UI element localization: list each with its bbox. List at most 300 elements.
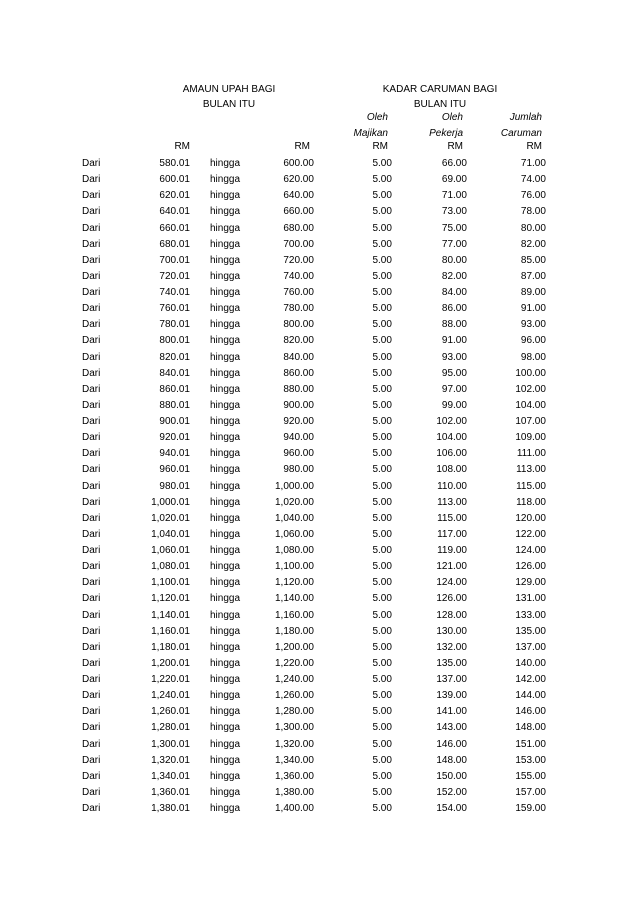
- unit-employer: RM: [372, 141, 388, 152]
- wage-to: 1,220.00: [275, 657, 314, 669]
- employee-contribution: 73.00: [441, 206, 467, 218]
- wage-to: 1,060.00: [275, 528, 314, 540]
- wage-from: 760.01: [159, 303, 190, 315]
- employer-contribution: 5.00: [372, 722, 392, 734]
- from-label: Dari: [82, 690, 101, 702]
- from-label: Dari: [82, 254, 101, 266]
- from-label: Dari: [82, 512, 101, 524]
- wage-from: 880.01: [159, 399, 190, 411]
- employer-contribution: 5.00: [372, 303, 392, 315]
- total-contribution: 118.00: [516, 496, 546, 508]
- to-label: hingga: [210, 254, 241, 266]
- wage-to: 1,360.00: [275, 770, 314, 782]
- from-label: Dari: [82, 786, 101, 798]
- to-label: hingga: [210, 786, 241, 798]
- from-label: Dari: [82, 287, 101, 298]
- employee-contribution: 113.00: [437, 496, 467, 508]
- employer-contribution: 5.00: [372, 738, 392, 750]
- from-label: Dari: [82, 351, 101, 363]
- to-label: hingga: [210, 496, 241, 508]
- employee-contribution: 80.00: [441, 254, 467, 266]
- to-label: hingga: [210, 158, 241, 169]
- wage-from: 1,040.01: [151, 528, 190, 540]
- employee-contribution: 108.00: [436, 464, 467, 476]
- employer-contribution: 5.00: [372, 690, 392, 702]
- wage-from: 780.01: [159, 319, 190, 331]
- from-label: Dari: [82, 625, 101, 637]
- table-row: [0, 495, 546, 511]
- wage-from: 1,220.01: [151, 674, 190, 685]
- total-contribution: 122.00: [515, 528, 546, 540]
- employer-contribution: 5.00: [372, 254, 392, 266]
- employee-contribution: 128.00: [436, 609, 467, 621]
- wage-from: 1,360.01: [151, 786, 190, 798]
- total-contribution: 148.00: [515, 722, 546, 734]
- wage-to: 1,160.00: [275, 609, 314, 621]
- wage-to: 1,400.00: [275, 803, 314, 814]
- employee-contribution: 143.00: [436, 722, 467, 734]
- to-label: hingga: [210, 416, 241, 427]
- to-label: hingga: [210, 383, 241, 395]
- wage-to: 1,040.00: [275, 512, 314, 524]
- table-row: [0, 156, 546, 172]
- from-label: Dari: [82, 803, 101, 814]
- wage-to: 1,240.00: [275, 674, 314, 685]
- employer-contribution: 5.00: [372, 432, 392, 444]
- total-contribution: 115.00: [516, 480, 546, 492]
- table-row: [0, 753, 546, 769]
- table-row: [0, 624, 546, 640]
- from-label: Dari: [82, 383, 101, 395]
- to-label: hingga: [210, 432, 241, 444]
- employee-contribution: 148.00: [436, 754, 467, 766]
- wage-from: 1,280.01: [151, 722, 190, 734]
- employer-contribution: 5.00: [372, 399, 392, 411]
- wage-from: 720.01: [159, 270, 190, 282]
- employee-contribution: 75.00: [441, 222, 467, 234]
- employee-header-line2: Pekerja: [429, 128, 463, 139]
- total-contribution: 102.00: [515, 383, 546, 395]
- to-label: hingga: [210, 706, 241, 718]
- table-row: [0, 430, 546, 446]
- wage-from: 640.01: [159, 206, 190, 218]
- employer-contribution: 5.00: [372, 545, 392, 556]
- contribution-rate-header: [345, 82, 535, 112]
- employee-contribution: 66.00: [441, 158, 467, 169]
- wage-header-line2: BULAN ITU: [202, 99, 256, 110]
- unit-to: RM: [294, 141, 310, 152]
- from-label: Dari: [82, 770, 101, 782]
- total-contribution: 104.00: [515, 399, 546, 411]
- employer-contribution: 5.00: [372, 174, 392, 186]
- wage-to: 840.00: [283, 351, 314, 363]
- wage-from: 940.01: [159, 448, 190, 460]
- table-row: [0, 188, 546, 204]
- employer-contribution: 5.00: [372, 416, 392, 427]
- employee-contribution: 71.00: [441, 190, 467, 202]
- from-label: Dari: [82, 577, 101, 589]
- employee-contribution: 137.00: [436, 674, 467, 685]
- employee-contribution: 152.00: [436, 786, 467, 798]
- employer-contribution: 5.00: [372, 754, 392, 766]
- employee-contribution: 84.00: [441, 287, 467, 298]
- table-row: [0, 640, 546, 656]
- wage-to: 680.00: [283, 222, 314, 234]
- table-row: [0, 608, 546, 624]
- to-label: hingga: [210, 545, 241, 556]
- employer-contribution: 5.00: [372, 577, 392, 589]
- from-label: Dari: [82, 238, 101, 250]
- to-label: hingga: [210, 754, 241, 766]
- to-label: hingga: [210, 206, 241, 218]
- total-contribution: 159.00: [515, 803, 546, 814]
- total-contribution: 91.00: [520, 303, 546, 315]
- from-label: Dari: [82, 448, 101, 460]
- employee-contribution: 135.00: [436, 657, 467, 669]
- table-row: [0, 785, 546, 801]
- employee-contribution: 139.00: [436, 690, 467, 702]
- from-label: Dari: [82, 738, 101, 750]
- wage-from: 1,340.01: [151, 770, 190, 782]
- total-contribution: 124.00: [515, 545, 546, 556]
- employer-contribution: 5.00: [372, 158, 392, 169]
- table-row: [0, 704, 546, 720]
- employer-contribution: 5.00: [372, 625, 392, 637]
- wage-to: 1,120.00: [275, 577, 314, 589]
- employee-header-line1: Oleh: [441, 112, 463, 123]
- table-row: [0, 688, 546, 704]
- employee-contribution: 141.00: [436, 706, 467, 718]
- to-label: hingga: [210, 641, 241, 653]
- total-contribution: 140.00: [515, 657, 546, 669]
- employee-column-header: [429, 110, 463, 142]
- wage-to: 640.00: [283, 190, 314, 202]
- wage-header-line1: AMAUN UPAH BAGI: [182, 84, 276, 95]
- wage-to: 1,320.00: [275, 738, 314, 750]
- from-label: Dari: [82, 190, 101, 202]
- wage-from: 1,240.01: [151, 690, 190, 702]
- total-contribution: 146.00: [515, 706, 546, 718]
- employee-contribution: 77.00: [441, 238, 467, 250]
- wage-from: 700.01: [159, 254, 190, 266]
- from-label: Dari: [82, 270, 101, 282]
- wage-to: 1,380.00: [275, 786, 314, 798]
- total-contribution: 111.00: [516, 448, 546, 460]
- wage-from: 1,320.01: [151, 754, 190, 766]
- table-row: [0, 575, 546, 591]
- total-contribution: 100.00: [515, 367, 546, 379]
- wage-to: 1,080.00: [275, 545, 314, 556]
- from-label: Dari: [82, 754, 101, 766]
- wage-from: 820.01: [159, 351, 190, 363]
- to-label: hingga: [210, 270, 241, 282]
- total-contribution: 87.00: [520, 270, 546, 282]
- total-contribution: 155.00: [515, 770, 546, 782]
- to-label: hingga: [210, 722, 241, 734]
- table-row: [0, 559, 546, 575]
- total-contribution: 80.00: [520, 222, 546, 234]
- from-label: Dari: [82, 496, 101, 508]
- from-label: Dari: [82, 399, 101, 411]
- wage-from: 1,300.01: [151, 738, 190, 750]
- to-label: hingga: [210, 351, 241, 363]
- employee-contribution: 115.00: [437, 512, 467, 524]
- employee-contribution: 132.00: [436, 641, 467, 653]
- to-label: hingga: [210, 190, 241, 202]
- rate-header-line2: BULAN ITU: [413, 99, 467, 110]
- wage-from: 620.01: [159, 190, 190, 202]
- employee-contribution: 124.00: [436, 577, 467, 589]
- wage-from: 1,060.01: [151, 545, 190, 556]
- employee-contribution: 102.00: [436, 416, 467, 427]
- employee-contribution: 106.00: [436, 448, 467, 460]
- employee-contribution: 99.00: [441, 399, 467, 411]
- wage-to: 800.00: [283, 319, 314, 331]
- wage-to: 600.00: [283, 158, 314, 169]
- employer-contribution: 5.00: [372, 770, 392, 782]
- employer-contribution: 5.00: [372, 206, 392, 218]
- employer-contribution: 5.00: [372, 528, 392, 540]
- employee-contribution: 110.00: [437, 480, 467, 492]
- wage-to: 880.00: [283, 383, 314, 395]
- total-contribution: 153.00: [515, 754, 546, 766]
- wage-to: 1,100.00: [275, 561, 314, 573]
- total-contribution: 120.00: [515, 512, 546, 524]
- wage-to: 980.00: [283, 464, 314, 476]
- employee-contribution: 117.00: [437, 528, 467, 540]
- total-contribution: 113.00: [516, 464, 546, 476]
- employer-contribution: 5.00: [372, 706, 392, 718]
- total-contribution: 89.00: [520, 287, 546, 298]
- employee-contribution: 93.00: [441, 351, 467, 363]
- total-column-header: [501, 110, 542, 142]
- total-contribution: 76.00: [520, 190, 546, 202]
- from-label: Dari: [82, 561, 101, 573]
- employer-contribution: 5.00: [372, 464, 392, 476]
- wage-from: 1,080.01: [151, 561, 190, 573]
- employee-contribution: 82.00: [441, 270, 467, 282]
- table-row: [0, 446, 546, 462]
- employer-header-line2: Majikan: [353, 128, 388, 139]
- table-row: [0, 285, 546, 301]
- from-label: Dari: [82, 174, 101, 186]
- table-row: [0, 366, 546, 382]
- from-label: Dari: [82, 609, 101, 621]
- employer-contribution: 5.00: [372, 786, 392, 798]
- wage-to: 960.00: [283, 448, 314, 460]
- total-header-line2: Caruman: [500, 128, 542, 139]
- wage-from: 660.01: [159, 222, 190, 234]
- table-row: [0, 317, 546, 333]
- wage-to: 940.00: [283, 432, 314, 444]
- employer-contribution: 5.00: [372, 609, 392, 621]
- employee-contribution: 104.00: [436, 432, 467, 444]
- total-contribution: 151.00: [515, 738, 546, 750]
- employee-contribution: 150.00: [436, 770, 467, 782]
- total-contribution: 109.00: [515, 432, 546, 444]
- from-label: Dari: [82, 158, 101, 169]
- wage-to: 1,020.00: [275, 496, 314, 508]
- table-row: [0, 237, 546, 253]
- wage-to: 1,340.00: [275, 754, 314, 766]
- employer-contribution: 5.00: [372, 657, 392, 669]
- employee-contribution: 97.00: [441, 383, 467, 395]
- total-contribution: 96.00: [520, 335, 546, 347]
- employee-contribution: 88.00: [441, 319, 467, 331]
- wage-from: 1,200.01: [151, 657, 190, 669]
- employee-contribution: 86.00: [441, 303, 467, 315]
- to-label: hingga: [210, 512, 241, 524]
- wage-to: 1,200.00: [275, 641, 314, 653]
- unit-employee: RM: [447, 141, 463, 152]
- table-row: [0, 479, 546, 495]
- wage-to: 900.00: [283, 399, 314, 411]
- wage-to: 1,000.00: [275, 480, 314, 492]
- table-row: [0, 333, 546, 349]
- total-contribution: 126.00: [515, 561, 546, 573]
- from-label: Dari: [82, 416, 101, 427]
- employer-contribution: 5.00: [372, 561, 392, 573]
- wage-from: 1,000.01: [151, 496, 190, 508]
- wage-to: 620.00: [283, 174, 314, 186]
- from-label: Dari: [82, 706, 101, 718]
- table-row: [0, 527, 546, 543]
- wage-to: 1,300.00: [275, 722, 314, 734]
- wage-from: 1,380.01: [151, 803, 190, 814]
- wage-from: 1,020.01: [151, 512, 190, 524]
- to-label: hingga: [210, 174, 241, 186]
- to-label: hingga: [210, 738, 241, 750]
- wage-from: 860.01: [159, 383, 190, 395]
- wage-from: 1,100.01: [151, 577, 190, 589]
- from-label: Dari: [82, 641, 101, 653]
- to-label: hingga: [210, 367, 241, 379]
- table-row: [0, 672, 546, 688]
- from-label: Dari: [82, 722, 101, 734]
- wage-from: 980.01: [159, 480, 190, 492]
- wage-from: 840.01: [159, 367, 190, 379]
- to-label: hingga: [210, 319, 241, 331]
- to-label: hingga: [210, 770, 241, 782]
- unit-total: RM: [526, 141, 542, 152]
- to-label: hingga: [210, 480, 241, 492]
- total-contribution: 107.00: [515, 416, 546, 427]
- to-label: hingga: [210, 625, 241, 637]
- total-contribution: 85.00: [520, 254, 546, 266]
- to-label: hingga: [210, 399, 241, 411]
- employer-contribution: 5.00: [372, 367, 392, 379]
- table-row: [0, 269, 546, 285]
- from-label: Dari: [82, 319, 101, 331]
- employer-contribution: 5.00: [372, 319, 392, 331]
- wage-to: 1,180.00: [275, 625, 314, 637]
- table-row: [0, 543, 546, 559]
- to-label: hingga: [210, 577, 241, 589]
- total-contribution: 131.00: [515, 593, 546, 605]
- total-contribution: 157.00: [515, 786, 546, 798]
- table-row: [0, 769, 546, 785]
- wage-from: 680.01: [159, 238, 190, 250]
- wage-from: 1,160.01: [151, 625, 190, 637]
- employer-contribution: 5.00: [372, 674, 392, 685]
- employee-contribution: 95.00: [441, 367, 467, 379]
- total-contribution: 144.00: [515, 690, 546, 702]
- employer-contribution: 5.00: [372, 238, 392, 250]
- from-label: Dari: [82, 545, 101, 556]
- employer-contribution: 5.00: [372, 593, 392, 605]
- table-row: [0, 172, 546, 188]
- to-label: hingga: [210, 222, 241, 234]
- wage-to: 660.00: [283, 206, 314, 218]
- table-row: [0, 414, 546, 430]
- table-row: [0, 221, 546, 237]
- wage-to: 700.00: [283, 238, 314, 250]
- total-contribution: 129.00: [515, 577, 546, 589]
- wage-from: 920.01: [159, 432, 190, 444]
- table-row: [0, 350, 546, 366]
- wage-from: 960.01: [159, 464, 190, 476]
- total-contribution: 74.00: [520, 174, 546, 186]
- employer-contribution: 5.00: [372, 287, 392, 298]
- wage-from: 580.01: [159, 158, 190, 169]
- employer-contribution: 5.00: [372, 190, 392, 202]
- total-contribution: 78.00: [520, 206, 546, 218]
- from-label: Dari: [82, 367, 101, 379]
- total-contribution: 98.00: [520, 351, 546, 363]
- wage-from: 600.01: [159, 174, 190, 186]
- rate-header-line1: KADAR CARUMAN BAGI: [382, 84, 498, 95]
- table-row: [0, 511, 546, 527]
- wage-from: 1,140.01: [151, 609, 190, 621]
- from-label: Dari: [82, 303, 101, 315]
- wage-from: 740.01: [159, 287, 190, 298]
- from-label: Dari: [82, 480, 101, 492]
- from-label: Dari: [82, 528, 101, 540]
- unit-from: RM: [174, 141, 190, 152]
- table-row: [0, 591, 546, 607]
- table-row: [0, 720, 546, 736]
- to-label: hingga: [210, 238, 241, 250]
- total-contribution: 135.00: [515, 625, 546, 637]
- employer-contribution: 5.00: [372, 512, 392, 524]
- from-label: Dari: [82, 593, 101, 605]
- employer-contribution: 5.00: [372, 335, 392, 347]
- wage-from: 1,180.01: [151, 641, 190, 653]
- table-row: [0, 382, 546, 398]
- employee-contribution: 154.00: [436, 803, 467, 814]
- total-contribution: 82.00: [520, 238, 546, 250]
- total-contribution: 142.00: [515, 674, 546, 685]
- total-contribution: 93.00: [520, 319, 546, 331]
- table-row: [0, 656, 546, 672]
- table-row: [0, 398, 546, 414]
- total-contribution: 133.00: [515, 609, 546, 621]
- table-row: [0, 737, 546, 753]
- employer-contribution: 5.00: [372, 351, 392, 363]
- wage-to: 1,280.00: [275, 706, 314, 718]
- table-row: [0, 301, 546, 317]
- wage-from: 1,120.01: [151, 593, 190, 605]
- to-label: hingga: [210, 335, 241, 347]
- to-label: hingga: [210, 561, 241, 573]
- contribution-table: [0, 156, 546, 817]
- table-row: [0, 253, 546, 269]
- employee-contribution: 119.00: [437, 545, 467, 556]
- to-label: hingga: [210, 528, 241, 540]
- wage-to: 760.00: [283, 287, 314, 298]
- total-header-line1: Jumlah: [509, 112, 542, 123]
- table-row: [0, 204, 546, 220]
